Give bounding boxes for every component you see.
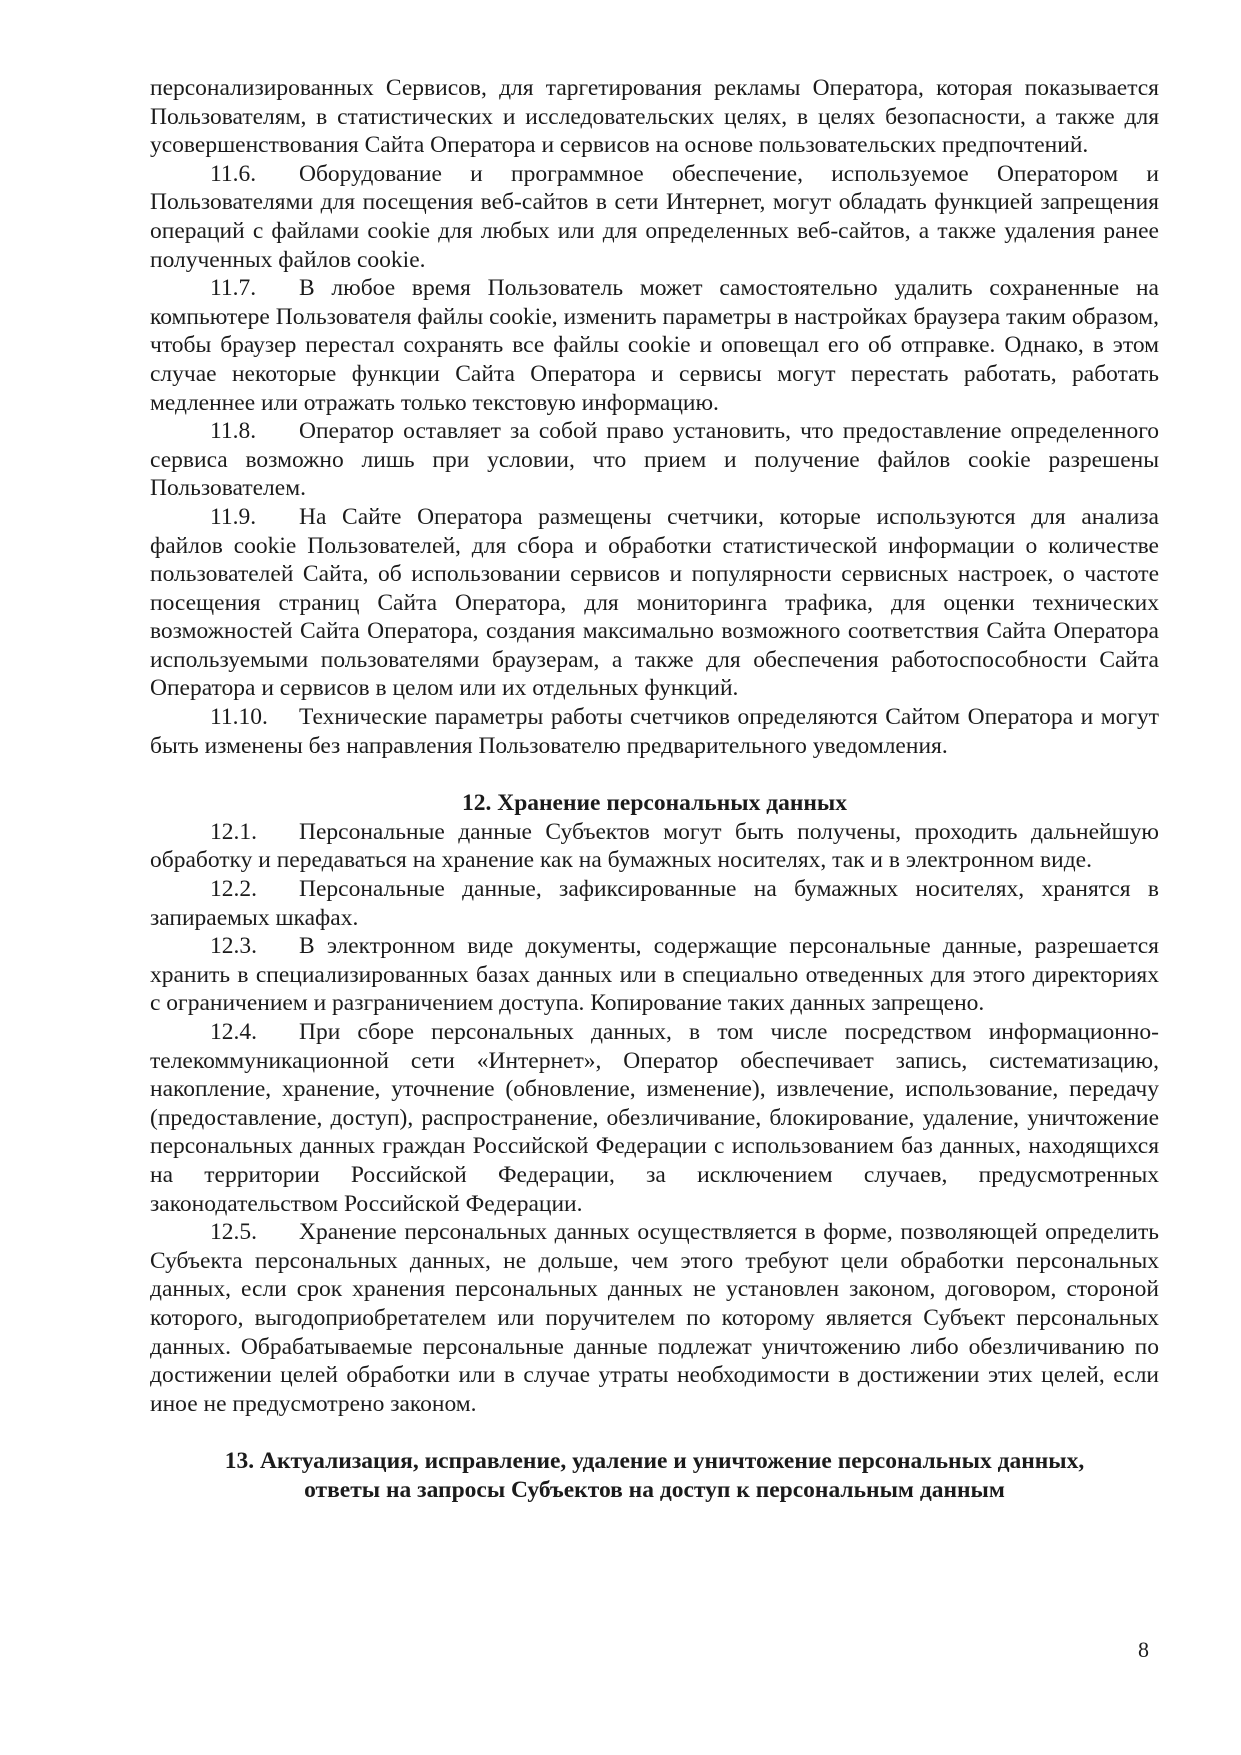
clause-number: 12.2.	[210, 876, 257, 903]
clause-number: 11.8.	[210, 418, 257, 445]
clause-text: На Сайте Оператора размещены счетчики, которые используются для анализа файлов cookie Пользователей, для сбора и обработки статистической информации о количестве пользователей Сайта, об использовании сервисов и популярности сервисных настроек, о частоте посещения страниц Сайта Оператора, для мониторинга трафика, для оценки технических возможностей Сайта Оператора, создания максимально возможного соответствия Сайта Оператора используемыми пользователями браузерам, а также для обеспечения работоспособности Сайта Оператора и сервисов в целом или их отдельных функций.	[150, 503, 1159, 702]
clause-number: 12.1.	[210, 818, 257, 845]
section-13-heading-line-1: 13. Актуализация, исправление, удаление и уничтожение персональных данных,	[224, 1448, 1085, 1475]
clause-text: Персональные данные, зафиксированные на бумажных носителях, хранятся в запираемых шкафах.	[150, 876, 1159, 931]
clause-number: 11.10.	[210, 704, 268, 731]
clause-12-4	[150, 1018, 1159, 1218]
page-number: 8	[1138, 1637, 1149, 1662]
clause-12-5	[150, 1218, 1159, 1418]
clause-text: В электронном виде документы, содержащие персональные данные, разрешается хранить в специализированных базах данных или в специально отведенных для этого директориях с ограничением и разграничением доступа. Копирование таких данных запрещено.	[150, 933, 1159, 1017]
clause-number: 11.9.	[210, 503, 257, 530]
section-12-heading: 12. Хранение персональных данных	[461, 790, 848, 817]
clause-11-7	[150, 274, 1159, 417]
document-page	[150, 74, 1159, 1505]
clause-12-3	[150, 932, 1159, 1018]
clause-11-9	[150, 503, 1159, 703]
clause-number: 11.7.	[210, 275, 257, 302]
clause-text: Персональные данные Субъектов могут быть получены, проходить дальнейшую обработку и передаваться на хранение как на бумажных носителях, так и в электронном виде.	[150, 818, 1159, 874]
clause-text: Оборудование и программное обеспечение, используемое Оператором и Пользователями для посещения веб-сайтов в сети Интернет, могут обладать функцией запрещения операций с файлами cookie для любых или для определенных веб-сайтов, а также удаления ранее полученных файлов cookie.	[150, 160, 1159, 273]
section-13-heading	[150, 1447, 1159, 1504]
clause-12-1	[150, 818, 1159, 875]
clause-11-6	[150, 160, 1159, 274]
clause-number: 12.5.	[210, 1219, 257, 1246]
clause-number: 12.4.	[210, 1019, 257, 1045]
clause-text: Технические параметры работы счетчиков определяются Сайтом Оператора и могут быть изменены без направления Пользователю предварительного уведомления.	[150, 704, 1159, 759]
clause-11-10	[150, 703, 1159, 760]
clause-12-2	[150, 875, 1159, 932]
clause-text: Хранение персональных данных осуществляется в форме, позволяющей определить Субъекта персональных данных, не дольше, чем этого требуют цели обработки персональных данных, если срок хранения персональных данных не установлен законом, договором, стороной которого, выгодоприобретателем или поручителем по которому является Субъект персональных данных. Обрабатываемые персональные данные подлежат уничтожению либо обезличиванию по достижении целей обработки или в случае утраты необходимости в достижении этих целей, если иное не предусмотрено законом.	[150, 1219, 1159, 1417]
clause-text: При сборе персональных данных, в том числе посредством информационно-телекоммуникационной сети «Интернет», Оператор обеспечивает запись, систематизацию, накопление, хранение, уточнение (обновление, изменение), извлечение, использование, передачу (предоставление, доступ), распространение, обезличивание, блокирование, удаление, уничтожение персональных данных граждан Российской Федерации с использованием баз данных, находящихся на территории Российской Федерации, за исключением случаев, предусмотренных законодательством Российской Федерации.	[150, 1019, 1159, 1217]
clause-number: 12.3.	[210, 933, 257, 960]
intro-paragraph: персонализированных Сервисов, для таргетирования рекламы Оператора, которая показывается Пользователям, в статистических и исследовательских целях, в целях безопасности, а также для усовершенствования Сайта Оператора и сервисов на основе пользовательских предпочтений.	[150, 75, 1159, 159]
clause-text: Оператор оставляет за собой право установить, что предоставление определенного сервиса возможно лишь при условии, что прием и получение файлов cookie разрешены Пользователем.	[150, 418, 1159, 502]
section-13-heading-line-2: ответы на запросы Субъектов на доступ к персональным данным	[304, 1476, 1005, 1503]
clause-11-8	[150, 417, 1159, 503]
clause-number: 11.6.	[210, 160, 257, 187]
clause-text: В любое время Пользователь может самостоятельно удалить сохраненные на компьютере Пользователя файлы cookie, изменить параметры в настройках браузера таким образом, чтобы браузер перестал сохранять все файлы cookie и оповещал его об отправке. Однако, в этом случае некоторые функции Сайта Оператора и сервисы могут перестать работать, работать медленнее или отражать только текстовую информацию.	[150, 275, 1159, 416]
